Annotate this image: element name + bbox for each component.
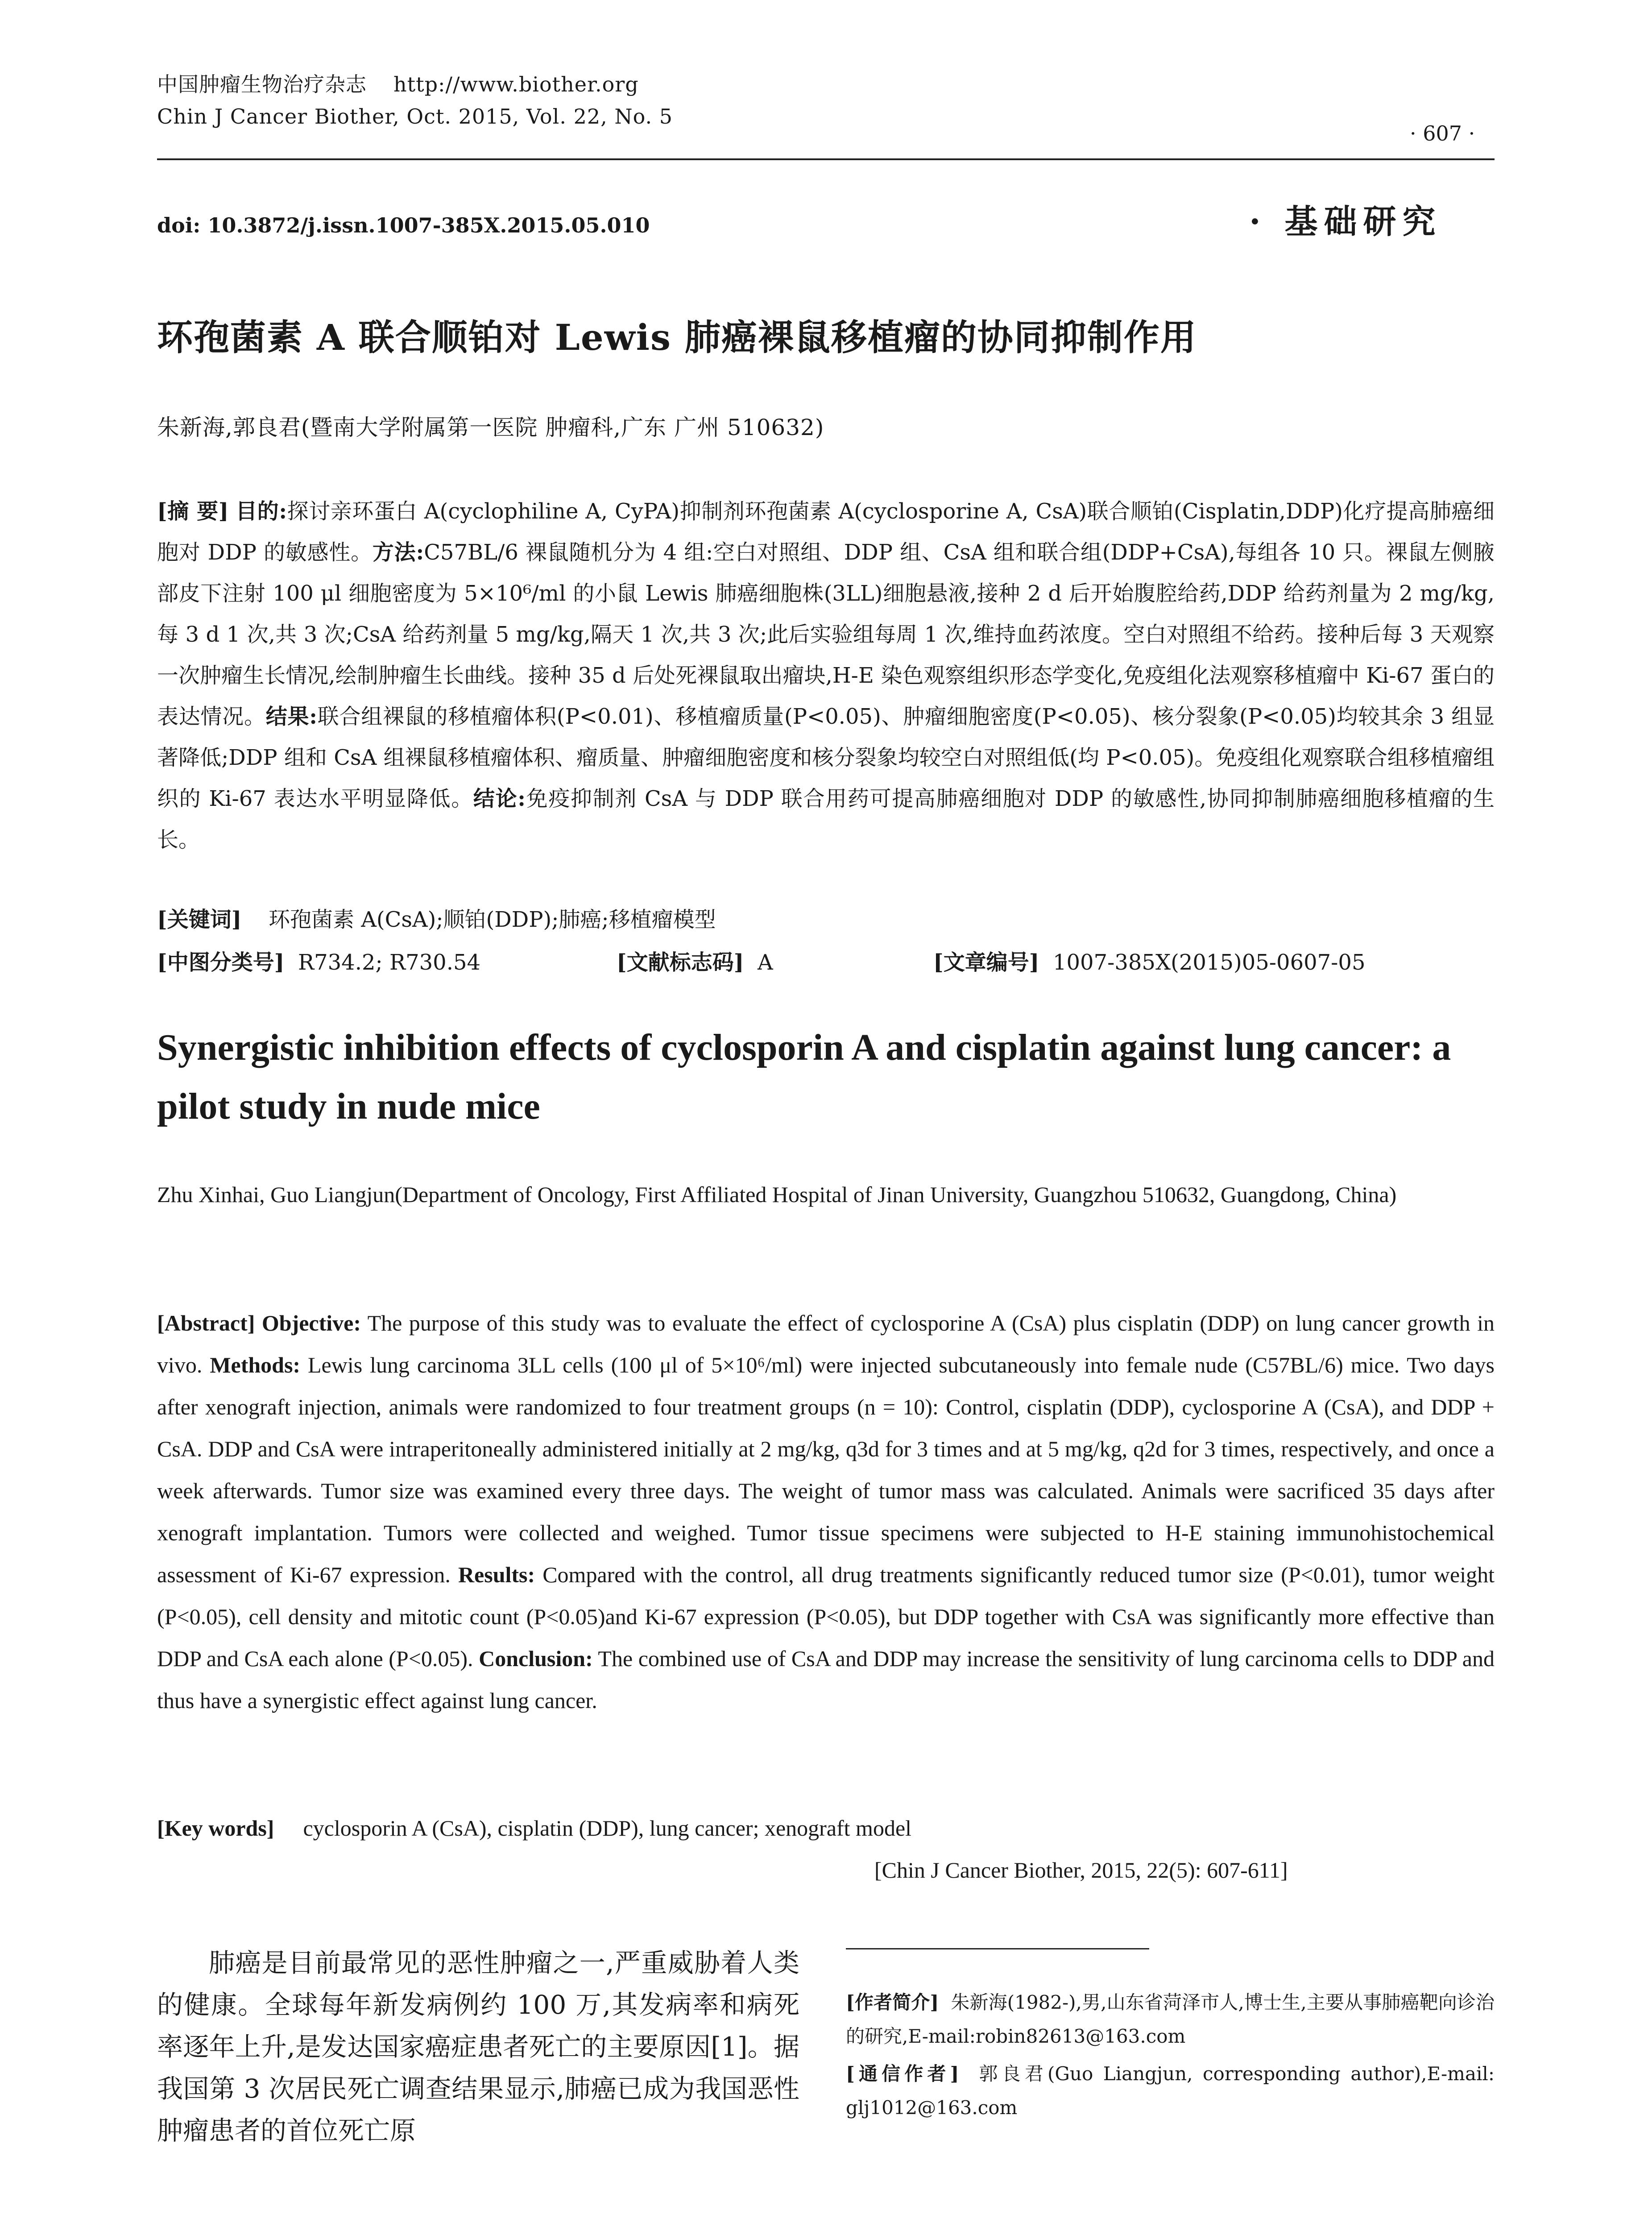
clc-value: R734.2; R730.54 [298,950,481,975]
art-block [933,945,1365,976]
methods-label-en: Methods: [210,1352,301,1377]
methods-cn: C57BL/6 裸鼠随机分为 4 组:空白对照组、DDP 组、CsA 组和联合组(DDP+CsA),每组各 10 只。裸鼠左侧腋部皮下注射 100 μl 细胞密度为 5×10⁶/ml 的小鼠 Lewis 肺癌细胞株(3LL)细胞悬液,接种 2 d 后开始腹腔给药,DDP 给药剂量为 2 mg/kg,每 3 d 1 次,共 3 次;CsA 给药剂量 5 mg/kg,隔天 1 次,共 3 次;此后实验组每周 1 次,维持血药浓度。空白对照组不给药。接种后每 3 天观察一次肿瘤生长情况,绘制肿瘤生长曲线。接种 35 d 后处死裸鼠取出瘤块,H-E 染色观察组织形态学变化,免疫组化法观察移植瘤中 Ki-67 蛋白的表达情况。 [157,540,1495,729]
keywords-en [157,1807,911,1849]
clc-label: [中图分类号] [157,950,285,975]
classification-row [157,945,1495,976]
title-en-line-2: pilot study in nude mice [157,1086,540,1127]
page-title-cn: 环孢菌素 A 联合顺铂对 Lewis 肺癌裸鼠移植瘤的协同抑制作用 [157,316,1197,358]
corr-text: 郭良君(Guo Liangjun, corresponding author),E-mail: glj1012@163.com [846,2063,1495,2119]
results-en: Compared with the control, all drug treatments significantly reduced tumor size (P<0.01), tumor weight (P<0.05), cell density and mitotic count (P<0.05)and Ki-67 expression (P<0.05), but DDP together with CsA was significantly more effective than DDP and CsA each alone (P<0.05). [157,1562,1495,1671]
author-bio [846,1986,1495,2053]
keywords-text-cn: 环孢菌素 A(CsA);顺铂(DDP);肺癌;移植瘤模型 [268,907,716,932]
journal-url[interactable]: http://www.biother.org [393,72,639,96]
objective-label-cn: 目的: [236,499,287,524]
doi[interactable]: doi: 10.3872/j.issn.1007-385X.2015.05.010 [157,213,650,237]
conclusion-label-en: Conclusion: [479,1646,593,1671]
author-bio-text: 朱新海(1982-),男,山东省菏泽市人,博士生,主要从事肺癌靶向诊治的研究,E-mail:robin82613@163.com [846,1991,1495,2047]
art-value: 1007-385X(2015)05-0607-05 [1052,950,1366,975]
keywords-label-en: [Key words] [157,1816,274,1841]
keywords-label-cn: [关键词] [157,907,242,932]
authors-en: Zhu Xinhai, Guo Liangjun(Department of Oncology, First Affiliated Hospital of Jinan University, Guangzhou 510632, Guangdong, China) [157,1182,1397,1207]
journal-name-cn: 中国肿瘤生物治疗杂志 [157,72,367,96]
art-label: [文章编号] [933,950,1039,975]
section-tag: · 基础研究 [1249,203,1442,241]
results-label-cn: 结果: [265,704,317,729]
running-header [157,70,673,130]
abstract-label-en: [Abstract] [157,1310,255,1335]
conclusion-en: The combined use of CsA and DDP may increase the sensitivity of lung carcinoma cells to DDP and thus have a synergistic effect against lung cancer. [157,1646,1495,1713]
abstract-label-cn: [摘 要] [157,499,229,524]
corresponding-author [846,2057,1495,2125]
objective-label-en: Objective: [261,1310,361,1335]
body-paragraph: 肺癌是目前最常见的恶性肿瘤之一,严重威胁着人类的健康。全球每年新发病例约 100 万,其发病率和病死率逐年上升,是发达国家癌症患者死亡的主要原因[1]。据我国第 3 次居民死亡调查结果显示,肺癌已成为我国恶性肿瘤患者的首位死亡原 [157,1948,799,2146]
methods-en: Lewis lung carcinoma 3LL cells (100 μl of 5×10⁶/ml) were injected subcutaneously into female nude (C57BL/6) mice. Two days after xenograft injection, animals were randomized to four treatment groups (n = 10): Control, cisplatin (DDP), cyclosporine A (CsA), and DDP + CsA. DDP and CsA were intraperitoneally administered initially at 2 mg/kg, q3d for 3 times and at 5 mg/kg, q2d for 3 times, respectively, and once a week afterwards. Tumor size was examined every three days. The weight of tumor mass was calculated. Animals were sacrificed 35 days after xenograft implantation. Tumors were collected and weighed. Tumor tissue specimens were subjected to H-E staining immunohistochemical assessment of Ki-67 expression. [157,1352,1495,1587]
doc-value: A [757,950,773,975]
footnote-rule [846,1948,1149,1949]
page-title-en [157,1018,1500,1136]
body-text-cn [157,1942,799,2152]
conclusion-label-cn: 结论: [473,786,526,811]
results-cn: 联合组裸鼠的移植瘤体积(P<0.01)、移植瘤质量(P<0.05)、肿瘤细胞密度(P<0.05)、核分裂象(P<0.05)均较其余 3 组显著降低;DDP 组和 CsA 组裸鼠移植瘤体积、瘤质量、肿瘤细胞密度和核分裂象均较空白对照组低(均 P<0.05)。免疫组化观察联合组移植瘤组织的 Ki-67 表达水平明显降低。 [157,704,1495,811]
results-label-en: Results: [458,1562,535,1587]
keywords-cn [157,902,716,933]
page-number: · 607 · [1410,121,1475,145]
doc-label: [文献标志码] [617,950,744,975]
abstract-cn [157,491,1495,860]
header-rule [157,158,1495,160]
objective-cn: 探讨亲环蛋白 A(cyclophiline A, CyPA)抑制剂环孢菌素 A(cyclosporine A, CsA)联合顺铂(Cisplatin,DDP)化疗提高肺癌细胞对 DDP 的敏感性。 [157,499,1495,565]
doc-block [617,945,773,976]
abstract-en [157,1302,1495,1721]
citation: [Chin J Cancer Biother, 2015, 22(5): 607-611] [874,1858,1288,1883]
clc-block [157,945,480,976]
corr-label: [通信作者] [846,2063,959,2085]
objective-en: The purpose of this study was to evaluate the effect of cyclosporine A (CsA) plus cisplatin (DDP) on lung cancer growth in vivo. [157,1310,1495,1377]
keywords-text-en: cyclosporin A (CsA), cisplatin (DDP), lung cancer; xenograft model [303,1816,912,1841]
title-en-line-1: Synergistic inhibition effects of cyclosporin A and cisplatin against lung cancer: a [157,1027,1451,1068]
methods-label-cn: 方法: [372,540,424,565]
authors-cn: 朱新海,郭良君(暨南大学附属第一医院 肿瘤科,广东 广州 510632) [157,415,824,440]
conclusion-cn: 免疫抑制剂 CsA 与 DDP 联合用药可提高肺癌细胞对 DDP 的敏感性,协同抑制肺癌细胞移植瘤的生长。 [157,786,1495,852]
author-bio-label: [作者简介] [846,1991,939,2013]
footnotes [846,1986,1495,2125]
journal-name-en: Chin J Cancer Biother, Oct. 2015, Vol. 22, No. 5 [157,104,673,129]
